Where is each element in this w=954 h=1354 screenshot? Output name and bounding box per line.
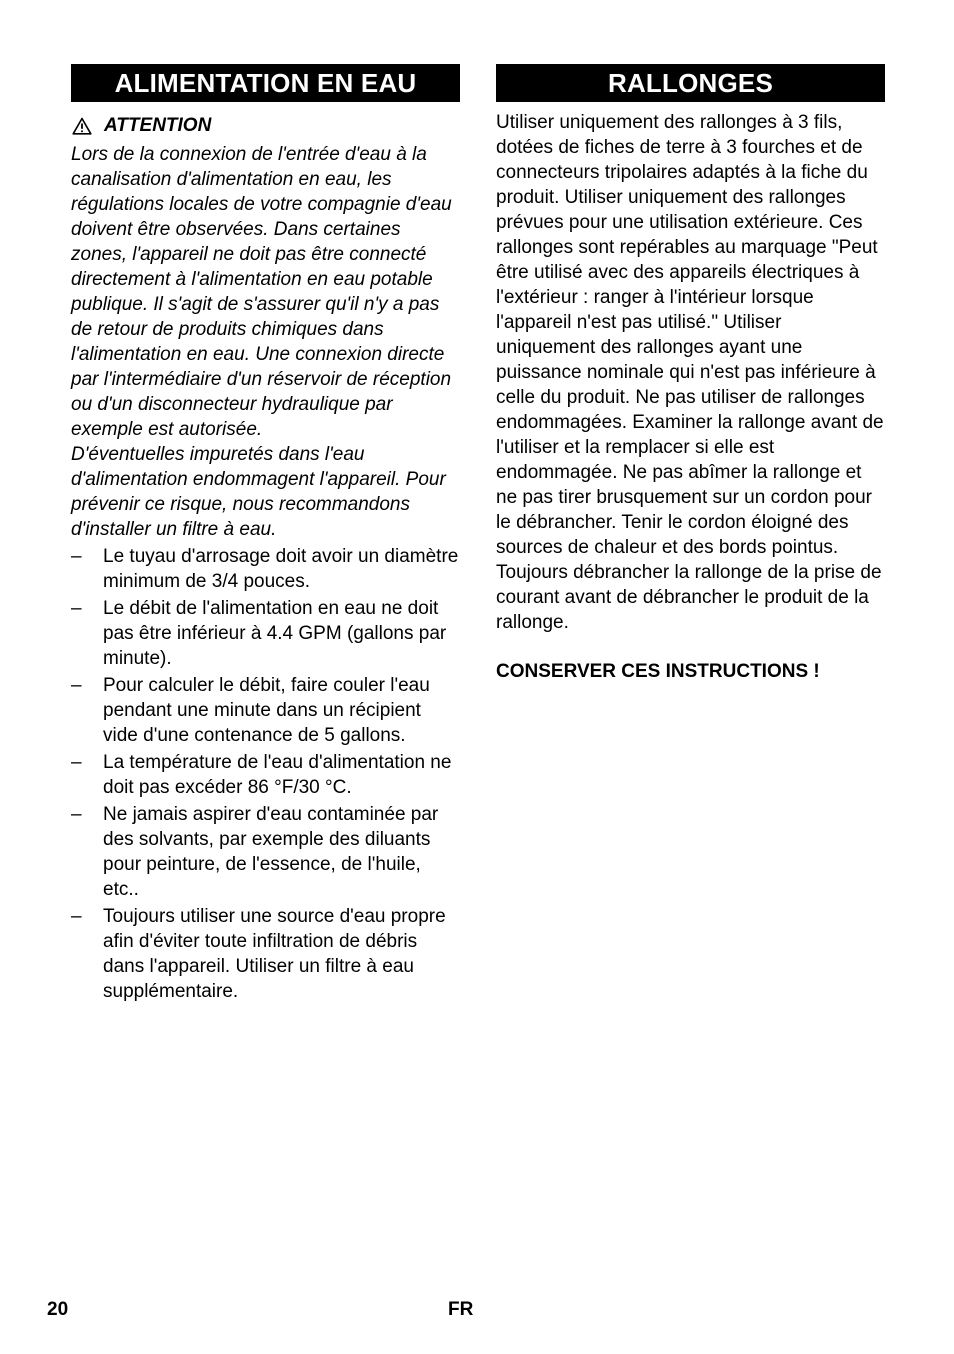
list-item-text: Le tuyau d'arrosage doit avoir un diamètre minimum de 3/4 pouces. — [103, 546, 459, 592]
list-item-text: Ne jamais aspirer d'eau contaminée par des solvants, par exemple des diluants pour peinture, de l'essence, de l'huile, etc.. — [103, 804, 439, 900]
dash-bullet: – — [71, 906, 82, 927]
list-item-text: Le débit de l'alimentation en eau ne doit pas être inférieur à 4.4 GPM (gallons par minute). — [103, 598, 447, 669]
list-item — [71, 802, 460, 902]
keep-instructions-notice: CONSERVER CES INSTRUCTIONS ! — [496, 661, 820, 682]
list-item-text: La température de l'eau d'alimentation ne doit pas excéder 86 °F/30 °C. — [103, 752, 452, 798]
warning-triangle-icon — [72, 117, 92, 135]
list-item — [71, 904, 460, 1004]
dash-bullet: – — [71, 675, 82, 696]
requirements-list — [71, 544, 460, 1004]
section-heading-water-supply: ALIMENTATION EN EAU — [71, 64, 460, 102]
left-column — [71, 64, 460, 1004]
list-item — [71, 750, 460, 800]
page-number: 20 — [47, 1299, 69, 1320]
warning-paragraph: Lors de la connexion de l'entrée d'eau à la canalisation d'alimentation en eau, les régulations locales de votre compagnie d'eau doivent être observées. Dans certaines zones, l'appareil ne doit pas être connecté directement à l'alimentation en eau potable publique. Il s'agit de s'assurer qu'il n'y a pas de retour de produits chimiques dans l'alimentation en eau. Une connexion directe par l'intermédiaire d'un réservoir de réception ou d'un disconnecteur hydraulique par exemple est autorisée. — [71, 144, 452, 440]
list-item — [71, 673, 460, 748]
dash-bullet: – — [71, 752, 82, 773]
right-column — [496, 64, 885, 684]
warning-label: ATTENTION — [104, 115, 212, 136]
list-item-text: Pour calculer le débit, faire couler l'eau pendant une minute dans un récipient vide d'une contenance de 5 gallons. — [103, 675, 430, 746]
list-item — [71, 596, 460, 671]
list-item-text: Toujours utiliser une source d'eau propre afin d'éviter toute infiltration de débris dans l'appareil. Utiliser un filtre à eau supplémentaire. — [103, 906, 446, 1002]
list-item — [71, 544, 460, 594]
section-heading-extension-cords: RALLONGES — [496, 64, 885, 102]
warning-heading — [71, 114, 460, 138]
language-code: FR — [448, 1299, 474, 1320]
extension-cords-paragraph: Utiliser uniquement des rallonges à 3 fils, dotées de fiches de terre à 3 fourches et de connecteurs tripolaires adaptés à la fiche du produit. Utiliser uniquement des rallonges prévues pour une utilisation extérieure. Ces rallonges sont repérables au marquage "Peut être utilisé avec des appareils électriques à l'extérieur : ranger à l'intérieur lorsque l'appareil n'est pas utilisé." Utiliser uniquement des rallonges ayant une puissance nominale qui n'est pas inférieure à celle du produit. Ne pas utiliser de rallonges endommagées. Examiner la rallonge avant de l'utiliser et la remplacer si elle est endommagée. Ne pas abîmer la rallonge et ne pas tirer brusquement sur un cordon pour le débrancher. Tenir le cordon éloigné des sources de chaleur et des bords pointus. Toujours débrancher la rallonge de la prise de courant avant de débrancher le produit de la rallonge. — [496, 112, 884, 633]
dash-bullet: – — [71, 546, 82, 567]
dash-bullet: – — [71, 598, 82, 619]
warning-paragraph: D'éventuelles impuretés dans l'eau d'alimentation endommagent l'appareil. Pour prévenir ce risque, nous recommandons d'installer un filtre à eau. — [71, 444, 446, 540]
dash-bullet: – — [71, 804, 82, 825]
